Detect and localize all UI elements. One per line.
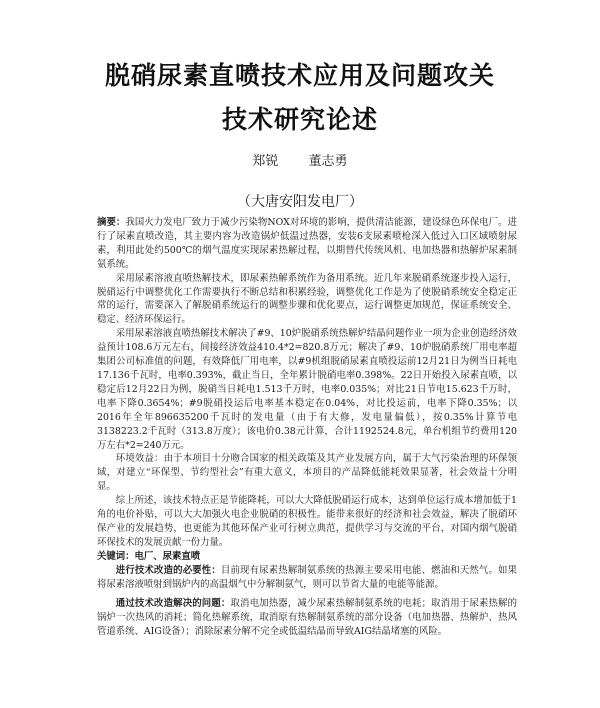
paper-title-line1: 脱硝尿素直喷技术应用及问题攻关 xyxy=(104,61,495,90)
body-paragraph-1: 采用尿素溶液直喷热解技术，即尿素热解系统作为备用系统。近几年来脱硝系统逐步投入运行，脱硝运行中调整优化工作需要执行不断总结和积累经验，调整优化工作是为了使脱硝系统安全稳定正常的运行，需要深入了解脱硝系统运行的调整步骤和优化要点，运行调整更加规范，保证系统安全、稳定、经济环保运行。 xyxy=(97,272,517,326)
abstract xyxy=(97,216,517,272)
abstract-label: 摘要： xyxy=(97,217,126,228)
abstract-text: 我国火力发电厂致力于减少污染物NOX对环境的影响，提供清洁能源，建设绿色环保电厂。进行了尿素直喷改造，其主要内容为改造锅炉低温过热器，安装6支尿素喷枪深入低过入口区域喷射尿素，利用此处约500℃的烟气温度实现尿素热解过程，以期替代传统风机、电加热器和热解炉尿素制氨系统。 xyxy=(97,217,517,270)
keywords xyxy=(97,550,517,564)
body-paragraph-2: 采用尿素溶液直喷热解技术解决了#9、10炉脱硝系统热解炉结晶问题作业一项为企业创造经济效益预计108.6万元左右，间接经济效益410.4*2=820.8万元；解决了#9、10炉脱硝系统厂用电率超集团公司标准值的问题，有效降低厂用电率，以#9机组脱硝尿素直喷投运前12月21日为例当日耗电17.136千瓦时，电率0.393%，截止当日，全年累计脱硝电率0.398%。22日开始投入尿素直喷，以稳定后12月22日为例，脱硝当日耗电1.513千万时，电率0.035%；对比21日节电15.623千万时，电率下降0.3654%；#9脱硝投运后电率基本稳定在0.04%，对比投运前，电率下降0.35%；以2016年全年896635200千瓦时的发电量（由于有大修，发电量偏低），按0.35%计算节电3138223.2千瓦时（313.8万度）；该电价0.38元计算，合计1192524.8元，单台机组节约费用120万左右*2=240万元。 xyxy=(97,328,517,451)
paper-title-line2: 技术研究论述 xyxy=(221,105,378,134)
paper-body xyxy=(97,216,517,639)
body-paragraph-3: 环境效益：由于本项目十分吻合国家的相关政策及其产业发展方向，属于大气污染治理的环保领域，对建立“环保型、节约型社会”有重大意义，本项目的产品降低能耗效果显著，社会效益十分明显。 xyxy=(97,453,517,493)
necessity-paragraph xyxy=(97,564,517,592)
problem-label: 通过技术改造解决的问题： xyxy=(115,598,231,610)
body-paragraph-4: 综上所述，该技术特点正是节能降耗，可以大大降低脱硝运行成本，达到单位运行成本增加低于1角的电价补贴，可以大大加强火电企业脱硝的积极性。能带来很好的经济和社会效益，解决了脱硝环保产业的发展趋势，也更能为其他环保产业可行树立典范，提供学习与交流的平台，对国内烟气脱硝环保技术的发展贡献一份力量。 xyxy=(97,495,517,548)
authors: 郑锐 董志勇 xyxy=(252,154,348,169)
necessity-label: 进行技术改造的必要性： xyxy=(115,564,221,576)
keywords-label: 关键词： xyxy=(97,550,135,562)
keywords-text: 电厂、尿素直喷 xyxy=(134,550,201,562)
problem-text: 取消电加热器，减少尿素热解制氨系统的电耗；取消用于尿素热解的锅炉一次热风的消耗；简化热解系统，取消原有热解制氨系统的部分设备（电加热器、热解炉、热风管道系统、AIG设备）；消除尿素分解不完全或低温结晶而导致AIG结晶堵塞的风险。 xyxy=(97,598,517,638)
necessity-text: 目前现有尿素热解制氨系统的热源主要采用电能、燃油和天然气。如果将尿素溶液喷射到锅炉内的高温烟气中分解制氨气，则可以节省大量的电能等能源。 xyxy=(97,564,517,590)
affiliation: （大唐安阳发电厂） xyxy=(237,194,363,210)
problem-paragraph xyxy=(97,597,517,639)
